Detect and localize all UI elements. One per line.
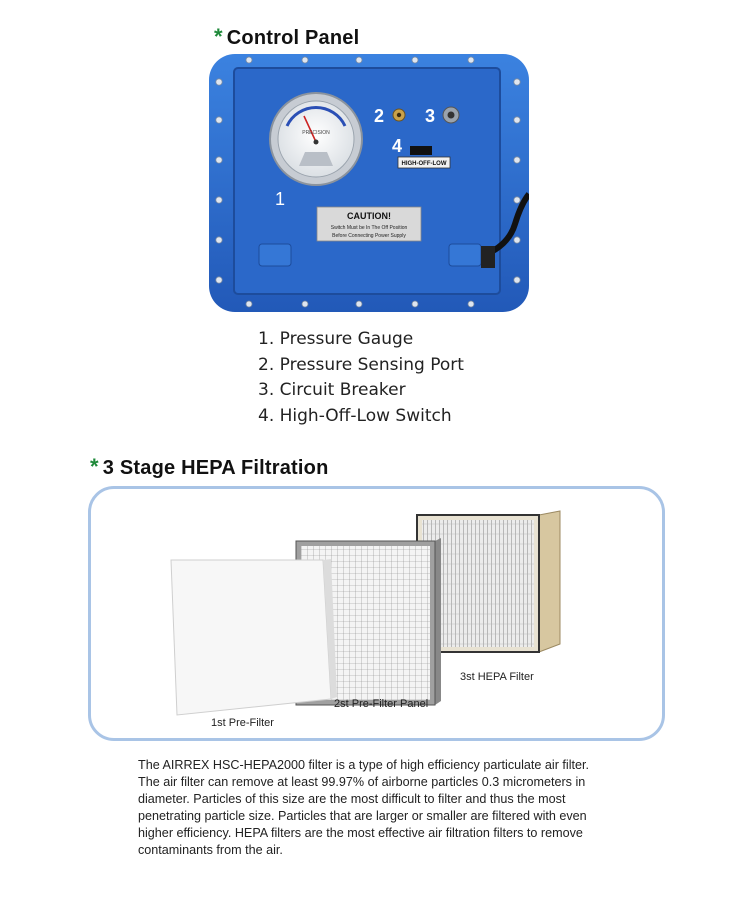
caption-pre-filter-panel: 2st Pre-Filter Panel: [334, 698, 429, 710]
control-panel-title: [214, 24, 359, 50]
caution-line-2: Before Connecting Power Supply: [332, 233, 406, 239]
panel-bracket-left: [259, 244, 291, 266]
caution-line-1: Switch Must be In The Off Position: [330, 225, 408, 231]
control-panel-photo: [209, 54, 529, 312]
caption-hepa-filter: 3st HEPA Filter: [460, 671, 534, 683]
legend-item-circuit-breaker: 3. Circuit Breaker: [258, 380, 406, 400]
filtration-title: [90, 454, 329, 480]
asterisk-bullet-icon: *: [90, 454, 99, 479]
asterisk-bullet-icon: *: [214, 24, 223, 49]
gauge-brand-text: PRECISION: [302, 130, 330, 136]
cable-gland: [481, 246, 495, 268]
filtration-description: The AIRREX HSC-HEPA2000 filter is a type of high efficiency particulate air filter. The air filter can remove at least 99.97% of airborne particles 0.3 micrometers in diameter. Particles of this size are the most difficult to filter and thus the most penetrating particle size. Particles that are larger or smaller are filtered with even higher efficiency. HEPA filters are the most effective air filtration filters to remove contaminants from the air.: [138, 758, 590, 857]
legend-item-pressure-gauge: 1. Pressure Gauge: [258, 329, 414, 349]
filtration-illustration-box: [88, 486, 665, 741]
control-panel-legend: [258, 327, 464, 429]
switch-plate-text: HIGH-OFF-LOW: [401, 161, 447, 167]
pressure-gauge-icon: [270, 93, 362, 185]
legend-item-pressure-sensing-port: 2. Pressure Sensing Port: [258, 354, 464, 375]
caption-pre-filter: 1st Pre-Filter: [211, 717, 274, 729]
filtration-title-text: 3 Stage HEPA Filtration: [102, 457, 329, 479]
pre-filter-icon: [171, 559, 337, 715]
breaker-number-label: 3: [425, 106, 436, 126]
pressure-sensing-port-icon: [393, 109, 405, 121]
circuit-breaker-icon: [443, 107, 459, 123]
gauge-number-label: 1: [275, 189, 286, 209]
switch-number-label: 4: [392, 136, 403, 156]
port-number-label: 2: [374, 106, 385, 126]
caution-heading: CAUTION!: [347, 211, 391, 221]
panel-bracket-right: [449, 244, 481, 266]
control-panel-title-text: Control Panel: [226, 27, 360, 49]
legend-item-switch: 4. High-Off-Low Switch: [258, 405, 452, 426]
